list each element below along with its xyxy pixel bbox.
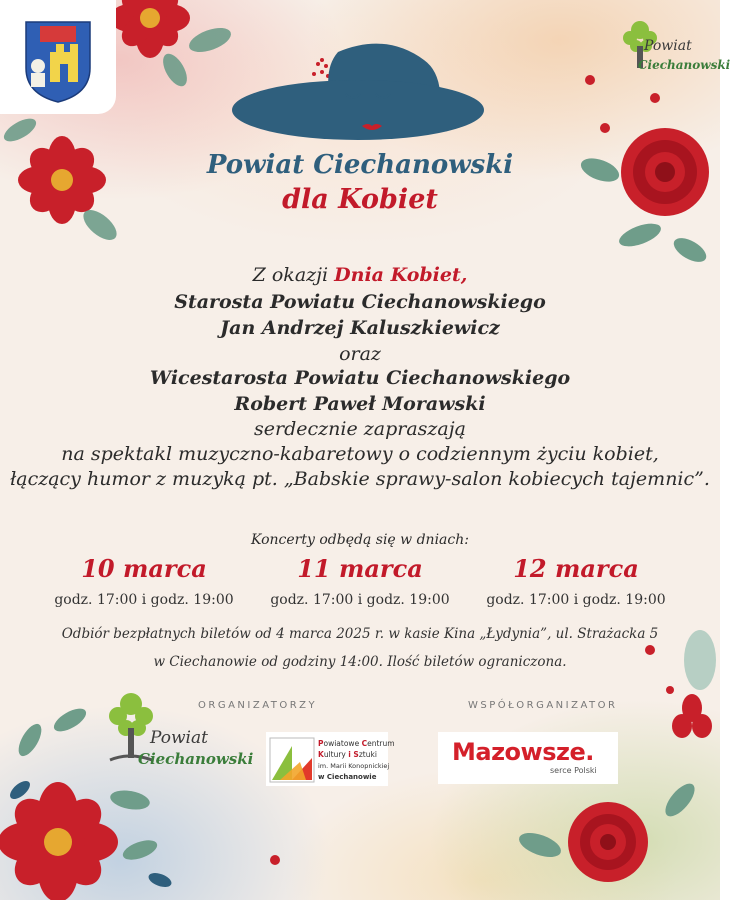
flower-top-center — [110, 0, 190, 58]
pckis-logo — [266, 732, 395, 786]
invitation-line7: serdecznie zapraszają — [254, 418, 466, 440]
invitation-line9: łączący humor z muzyką pt. „Babskie sprawy-salon kobiecych tajemnic”. — [10, 468, 710, 490]
powiat-logo-line2: Ciechanowski — [138, 750, 254, 768]
corner-logo-line1: Powiat — [644, 38, 692, 54]
mazowsze-tagline: serce Polski — [550, 766, 597, 775]
corner-logo-line2: Ciechanowski — [638, 58, 730, 72]
organizers-label: ORGANIZATORZY — [198, 700, 318, 711]
woman-hat-icon — [228, 30, 492, 150]
pckis-line4: w Ciechanowie — [318, 773, 377, 781]
header-title-line1: Powiat Ciechanowski — [206, 150, 514, 180]
concert-time-1: godz. 17:00 i godz. 19:00 — [54, 592, 234, 608]
pckis-line2: Kultury i Sztuki — [318, 750, 377, 759]
pckis-emblem-icon — [270, 738, 314, 782]
invitation-line8: na spektakl muzyczno-kabaretowy o codziennym życiu kobiet, — [61, 443, 659, 465]
coat-of-arms-panel — [0, 0, 116, 114]
header-title-line2: dla Kobiet — [282, 184, 438, 215]
powiat-logo-line1: Powiat — [150, 728, 208, 748]
invitation-line5: Wicestarosta Powiatu Ciechanowskiego — [149, 367, 571, 389]
mazowsze-brand: Mazowsze. — [452, 738, 594, 766]
coorganizer-label: WSPÓŁORGANIZATOR — [468, 700, 618, 711]
invitation-line2: Starosta Powiatu Ciechanowskiego — [174, 291, 546, 313]
mazowsze-logo — [438, 732, 618, 784]
rose-bottom-right — [568, 802, 648, 882]
pckis-line3: im. Marii Konopnickiej — [318, 762, 390, 770]
concert-time-2: godz. 17:00 i godz. 19:00 — [270, 592, 450, 608]
concert-date-2: 11 marca — [297, 554, 423, 583]
concert-time-3: godz. 17:00 i godz. 19:00 — [486, 592, 666, 608]
tickets-line2: w Ciechanowie od godziny 14:00. Ilość biletów ograniczona. — [153, 654, 567, 670]
invitation-highlight: Dnia Kobiet, — [334, 264, 468, 286]
invitation-line4: oraz — [339, 343, 381, 365]
invitation-line3: Jan Andrzej Kaluszkiewicz — [220, 317, 500, 339]
powiat-logo-corner — [600, 12, 730, 102]
concert-date-3: 12 marca — [513, 554, 639, 583]
tickets-line1: Odbiór bezpłatnych biletów od 4 marca 2025 r. w kasie Kina „Łydynia”, ul. Strażacka 5 — [61, 626, 659, 642]
invitation-line6: Robert Paweł Morawski — [234, 393, 486, 415]
flower-bottom-left — [0, 782, 118, 900]
coat-of-arms-icon — [0, 0, 116, 114]
pckis-line1: Powiatowe Centrum — [318, 739, 395, 748]
powiat-logo-organizer — [100, 688, 254, 788]
flower-right-small — [672, 694, 712, 738]
concert-date-1: 10 marca — [81, 554, 207, 583]
concerts-intro: Koncerty odbędą się w dniach: — [251, 532, 469, 548]
invitation-prefix: Z okazji — [252, 264, 335, 286]
invitation-line1 — [0, 264, 720, 286]
